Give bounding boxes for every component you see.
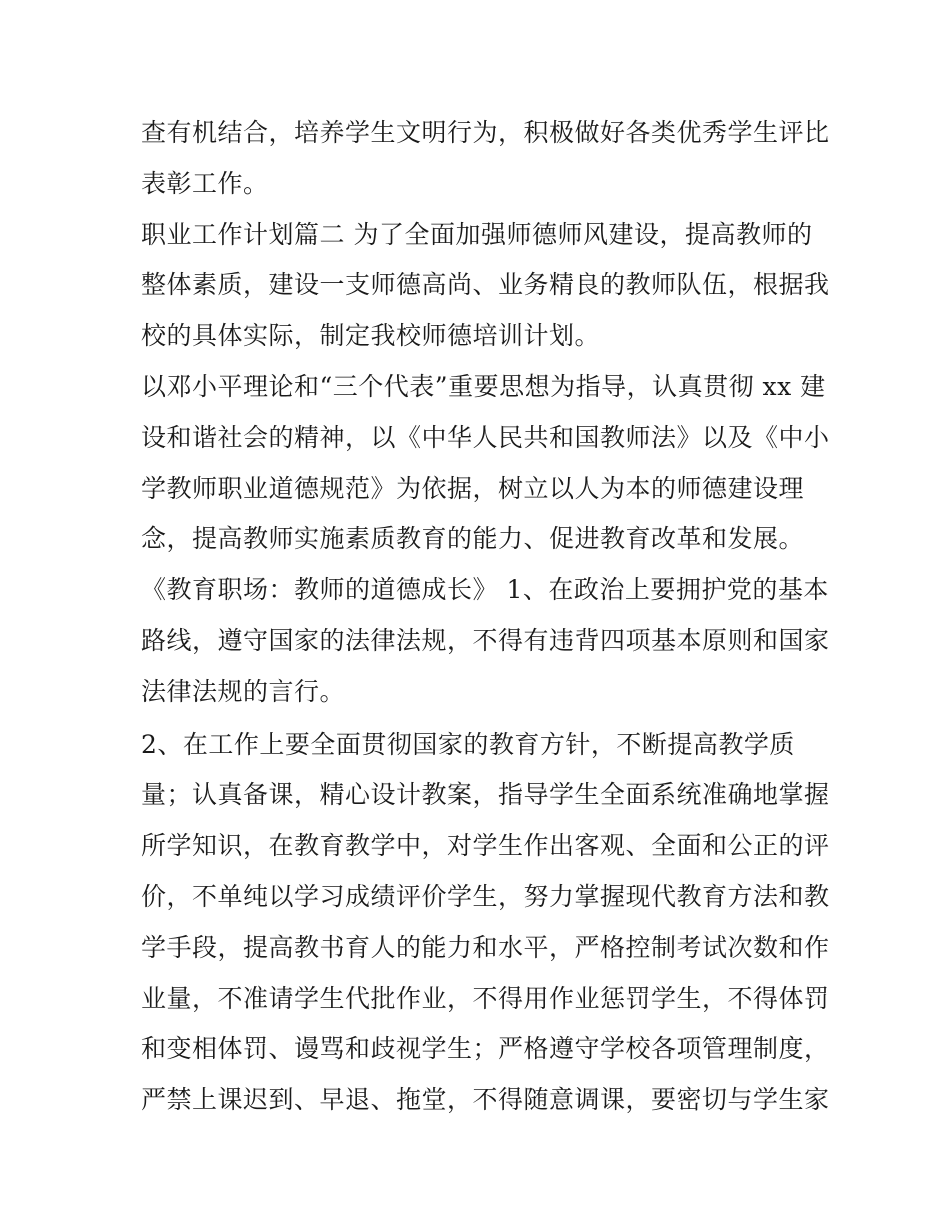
text-line: 设和谐社会的精神，以《中华人民共和国教师法》以及《中小 (141, 422, 830, 452)
text-line: 价，不单纯以学习成绩评价学生，努力掌握现代教育方法和教 (141, 881, 830, 911)
text-line: 职业工作计划篇二 为了全面加强师德师风建设，提高教师的 (141, 219, 813, 249)
body-text (141, 108, 830, 1126)
text-line: 路线，遵守国家的法律法规，不得有违背四项基本原则和国家 (141, 625, 830, 655)
text-line: 校的具体实际，制定我校师德培训计划。 (141, 321, 601, 351)
text-line: 量；认真备课，精心设计教案，指导学生全面系统准确地掌握 (141, 780, 830, 810)
text-line: 学教师职业道德规范》为依据，树立以人为本的师德建设理 (141, 473, 805, 503)
text-line: 念，提高教师实施素质教育的能力、促进教育改革和发展。 (141, 524, 805, 554)
text-line: 业量，不准请学生代批作业，不得用作业惩罚学生，不得体罚 (141, 983, 830, 1013)
text-line: 法律法规的言行。 (141, 676, 346, 706)
text-line: 整体素质，建设一支师德高尚、业务精良的教师队伍，根据我 (141, 270, 830, 300)
text-line: 以邓小平理论和“三个代表”重要思想为指导，认真贯彻 xx 建 (141, 371, 826, 401)
text-line: 所学知识，在教育教学中，对学生作出客观、全面和公正的评 (141, 831, 830, 861)
text-line: 2、在工作上要全面贯彻国家的教育方针，不断提高教学质 (141, 729, 795, 759)
text-line: 严禁上课迟到、早退、拖堂，不得随意调课，要密切与学生家 (141, 1085, 830, 1115)
text-line: 学手段，提高教书育人的能力和水平，严格控制考试次数和作 (141, 932, 830, 962)
text-line: 《教育职场：教师的道德成长》 1、在政治上要拥护党的基本 (141, 575, 829, 605)
text-line: 表彰工作。 (141, 168, 269, 198)
text-line: 查有机结合，培养学生文明行为，积极做好各类优秀学生评比 (141, 118, 830, 147)
text-line: 和变相体罚、谩骂和歧视学生；严格遵守学校各项管理制度， (141, 1034, 830, 1064)
